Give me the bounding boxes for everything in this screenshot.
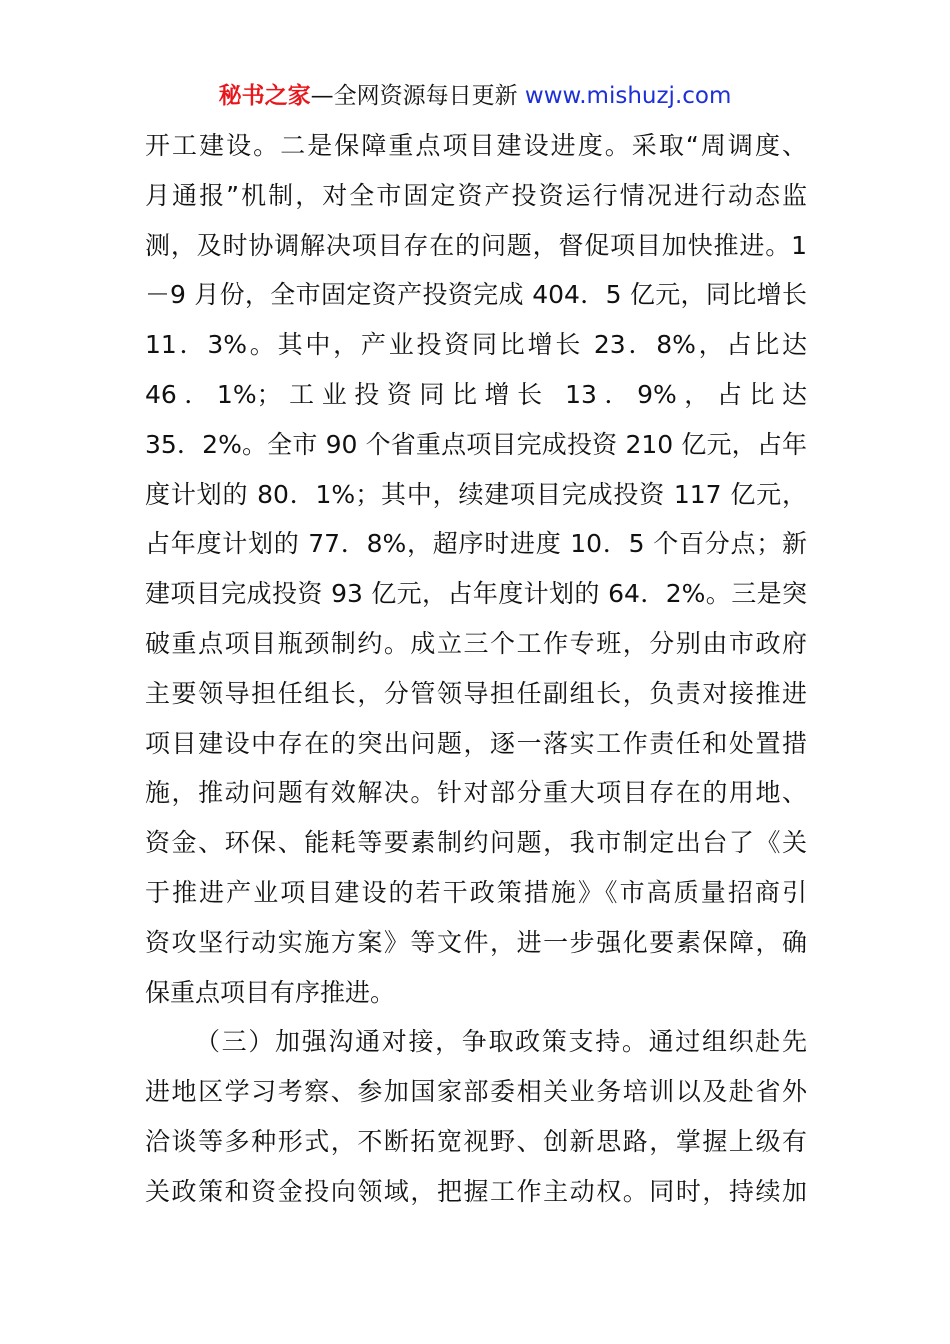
text-line: 35．2%。全市 90 个省重点项目完成投资 210 亿元，占年 xyxy=(145,429,807,459)
text-line: 项目建设中存在的突出问题，逐一落实工作责任和处置措 xyxy=(145,728,807,758)
text-line: 度计划的 80．1%；其中，续建项目完成投资 117 亿元， xyxy=(145,479,807,509)
text-line: 关政策和资金投向领域，把握工作主动权。同时，持续加 xyxy=(145,1176,807,1206)
text-line: 46．1%；工业投资同比增长 13．9%，占比达 xyxy=(145,379,807,409)
text-line: 保重点项目有序推进。 xyxy=(145,977,396,1007)
site-slogan: —全网资源每日更新 xyxy=(310,83,518,109)
text-line: 进地区学习考察、参加国家部委相关业务培训以及赴省外 xyxy=(145,1077,807,1107)
document-body xyxy=(145,121,807,1217)
site-url[interactable]: www.mishuzj.com xyxy=(524,83,732,109)
text-line: 月通报”机制，对全市固定资产投资运行情况进行动态监 xyxy=(145,180,807,210)
section-heading-line: （三）加强沟通对接，争取政策支持。通过组织赴先 xyxy=(195,1027,807,1057)
text-line: 破重点项目瓶颈制约。成立三个工作专班，分别由市政府 xyxy=(145,628,807,658)
page-header xyxy=(0,80,950,112)
text-line: －9 月份，全市固定资产投资完成 404．5 亿元，同比增长 xyxy=(145,280,807,310)
text-line: 资金、环保、能耗等要素制约问题，我市制定出台了《关 xyxy=(145,828,807,858)
text-line: 11．3%。其中，产业投资同比增长 23．8%，占比达 xyxy=(145,330,807,360)
text-line: 占年度计划的 77．8%，超序时进度 10．5 个百分点；新 xyxy=(145,529,807,559)
text-line: 洽谈等多种形式，不断拓宽视野、创新思路，掌握上级有 xyxy=(145,1126,807,1156)
text-line: 资攻坚行动实施方案》等文件，进一步强化要素保障，确 xyxy=(145,927,807,957)
text-line: 主要领导担任组长，分管领导担任副组长，负责对接推进 xyxy=(145,678,807,708)
text-line: 建项目完成投资 93 亿元，占年度计划的 64．2%。三是突 xyxy=(145,579,807,609)
text-line: 施，推动问题有效解决。针对部分重大项目存在的用地、 xyxy=(145,778,807,808)
text-line: 开工建设。二是保障重点项目建设进度。采取“周调度、 xyxy=(145,131,807,160)
site-brand: 秘书之家 xyxy=(218,83,311,109)
text-line: 于推进产业项目建设的若干政策措施》《市高质量招商引 xyxy=(145,877,807,907)
text-line: 测，及时协调解决项目存在的问题，督促项目加快推进。1 xyxy=(145,230,807,260)
